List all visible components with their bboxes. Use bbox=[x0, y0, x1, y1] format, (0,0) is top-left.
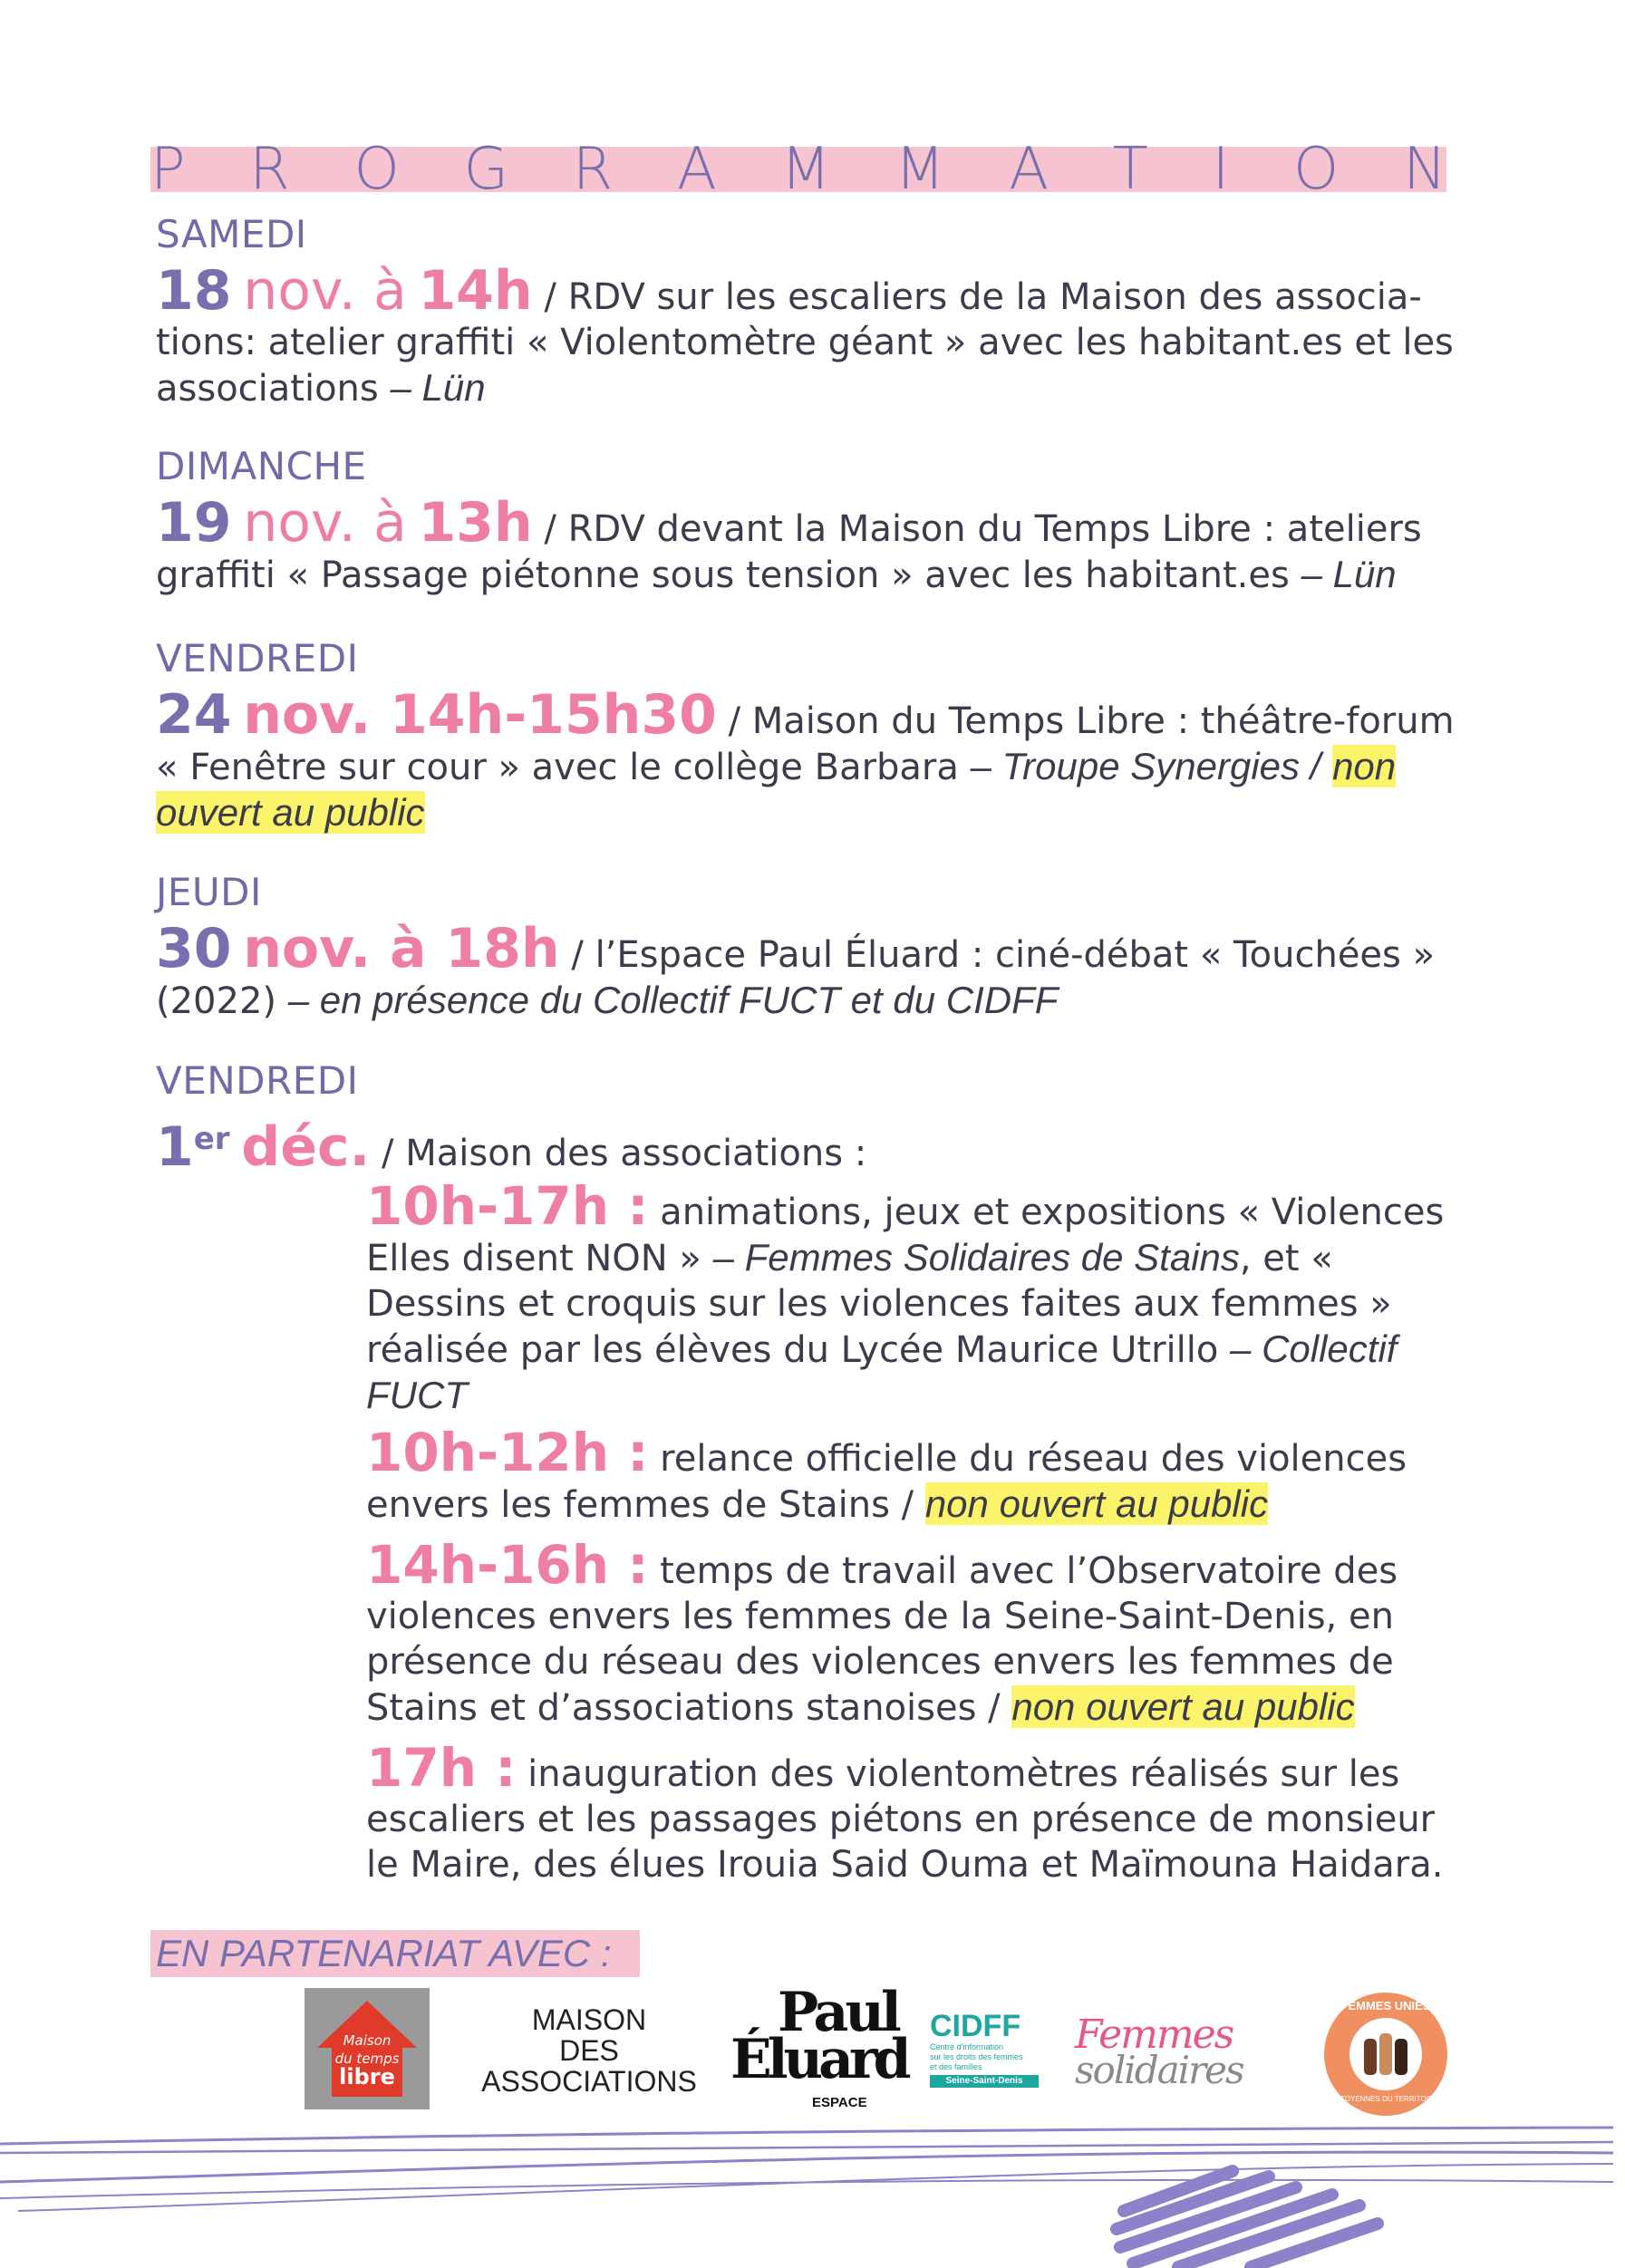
title-letter: M bbox=[780, 136, 831, 203]
day-label: VENDREDI bbox=[156, 1058, 359, 1103]
maison-des-associations-logo bbox=[471, 2004, 707, 2097]
sub-event-organizer: – Collectif FUCT bbox=[366, 1327, 1398, 1416]
title-letter: A bbox=[1009, 136, 1049, 203]
event-description: / RDV sur les escaliers de la Maison des associa-tions: atelier graffiti « Violentomètre géant » avec les habitant.es et les associations bbox=[156, 276, 1454, 410]
partners-label: EN PARTENARIAT AVEC : bbox=[156, 1932, 612, 1974]
sub-event-time: 10h-12h : bbox=[366, 1422, 649, 1483]
logo-text: ASSOCIATIONS bbox=[481, 2065, 697, 2098]
sub-event bbox=[366, 1175, 1463, 1419]
logo-text: sur les droits des femmes bbox=[930, 2052, 1023, 2061]
femmes-solidaires-logo bbox=[1075, 2012, 1265, 2093]
event-time: 13h bbox=[418, 491, 533, 555]
logo-text: Paul bbox=[778, 1981, 898, 2044]
maison-du-temps-libre-logo bbox=[305, 1988, 430, 2109]
title-letter: R bbox=[249, 136, 290, 203]
logo-text: libre bbox=[339, 2064, 395, 2089]
event-entry bbox=[156, 491, 1461, 598]
logo-text: et des familles bbox=[930, 2062, 982, 2071]
logo-text: Éluard bbox=[730, 2028, 907, 2091]
logo-text: solidaires bbox=[1075, 2048, 1243, 2092]
event-organizer: – en présence du Collectif FUCT et du CIDFF bbox=[287, 979, 1059, 1021]
logo-text: Maison bbox=[343, 2032, 392, 2049]
femmes-unies-logo bbox=[1323, 1992, 1448, 2117]
sub-event bbox=[366, 1422, 1463, 1528]
day-label: JEUDI bbox=[156, 870, 262, 914]
sub-event-description: relance officielle du réseau des violences envers les femmes de Stains / bbox=[366, 1438, 1407, 1526]
day-label: SAMEDI bbox=[156, 212, 307, 256]
event-organizer: – Lün bbox=[1301, 553, 1397, 595]
not-public-badge: non ouvert au public bbox=[156, 745, 1397, 834]
espace-paul-eluard-logo bbox=[730, 1981, 907, 2117]
event-date-time: nov. à 18h bbox=[243, 917, 560, 980]
sub-event-time: 17h : bbox=[366, 1737, 517, 1799]
title-letter: N bbox=[1403, 136, 1446, 203]
logo-text: FEMMES UNIES bbox=[1340, 1999, 1431, 2012]
logo-text: Seine-Saint-Denis bbox=[930, 2075, 1039, 2088]
logo-text: Femmes bbox=[1075, 2012, 1233, 2058]
sub-event-description: inauguration des violentomètres réalisés sur les escaliers et les passages piétons en présence de monsieur le Maire, des élues Irouia Said Ouma et Maïmouna Haidara. bbox=[366, 1753, 1444, 1886]
sub-event-description: animations, jeux et expositions « Violences Elles disent NON » bbox=[366, 1192, 1445, 1279]
title-letter: A bbox=[676, 136, 717, 203]
event-date-time: nov. 14h-15h30 bbox=[243, 683, 717, 747]
title-letter: O bbox=[1293, 136, 1340, 203]
logo-text: DES bbox=[559, 2034, 619, 2067]
decorative-scribble bbox=[0, 2111, 1625, 2268]
title-letter: T bbox=[1112, 136, 1148, 203]
event-description: / RDV devant la Maison du Temps Libre : ateliers graffiti « Passage piétonne sous tension » avec les habitant.es bbox=[156, 508, 1422, 596]
page-title bbox=[150, 136, 1446, 203]
logo-text: CITOYENNES DU TERRITOIRE bbox=[1332, 2095, 1439, 2103]
not-public-badge: non ouvert au public bbox=[924, 1482, 1269, 1525]
logo-text: ESPACE bbox=[812, 2095, 867, 2110]
event-day-number: 18 bbox=[156, 259, 232, 323]
sub-event-description: , et « Dessins et croquis sur les violences faites aux femmes » réalisée par les élèves du Lycée Maurice Utrillo bbox=[366, 1238, 1392, 1371]
event-month: déc. bbox=[241, 1115, 371, 1179]
logo-text: Centre d’information bbox=[930, 2042, 1004, 2051]
title-letter: R bbox=[572, 136, 614, 203]
ordinal-suffix: er bbox=[193, 1121, 230, 1157]
event-entry bbox=[156, 917, 1461, 1024]
event-entry bbox=[156, 1115, 1461, 1179]
sub-event-time: 10h-17h : bbox=[366, 1175, 649, 1237]
sub-event-organizer: – Femmes Solidaires de Stains bbox=[712, 1236, 1240, 1279]
event-description: / Maison des associations : bbox=[370, 1133, 867, 1174]
logo-text: MAISON bbox=[531, 2003, 647, 2036]
title-letter: P bbox=[150, 136, 186, 203]
day-label: DIMANCHE bbox=[156, 444, 367, 488]
event-month: nov. à bbox=[243, 491, 407, 555]
event-day-number: 24 bbox=[156, 683, 232, 747]
title-letter: I bbox=[1212, 136, 1230, 203]
logo-text: CIDFF bbox=[930, 2009, 1021, 2043]
event-entry bbox=[156, 683, 1461, 836]
sub-event-time: 14h-16h : bbox=[366, 1534, 649, 1596]
event-organizer: – Troupe Synergies / bbox=[970, 745, 1321, 787]
sub-event-description: temps de travail avec l’Observatoire des violences envers les femmes de la Seine-Saint-Denis, en présence du réseau des violences envers les femmes de Stains et d’associations stanoises / bbox=[366, 1550, 1398, 1729]
title-letter: O bbox=[353, 136, 400, 203]
sub-event bbox=[366, 1534, 1463, 1731]
event-day-number: 19 bbox=[156, 491, 232, 555]
title-letter: G bbox=[463, 136, 509, 203]
event-description: / l’Espace Paul Éluard : ciné-débat « Touchées » (2022) bbox=[156, 934, 1436, 1022]
day-label: VENDREDI bbox=[156, 636, 359, 680]
event-day-number: 1 bbox=[156, 1115, 194, 1179]
title-letter: M bbox=[895, 136, 945, 203]
cidff-logo bbox=[930, 2010, 1048, 2099]
logo-text: du temps bbox=[334, 2051, 400, 2067]
sub-event bbox=[366, 1737, 1463, 1887]
event-description: / Maison du Temps Libre : théâtre-forum « Fenêtre sur cour » avec le collège Barbara bbox=[156, 700, 1455, 788]
event-organizer: – Lün bbox=[390, 366, 486, 409]
event-month: nov. à bbox=[243, 259, 407, 323]
event-entry bbox=[156, 259, 1461, 411]
event-time: 14h bbox=[418, 259, 533, 323]
event-day-number: 30 bbox=[156, 917, 232, 980]
not-public-badge: non ouvert au public bbox=[1011, 1685, 1355, 1728]
